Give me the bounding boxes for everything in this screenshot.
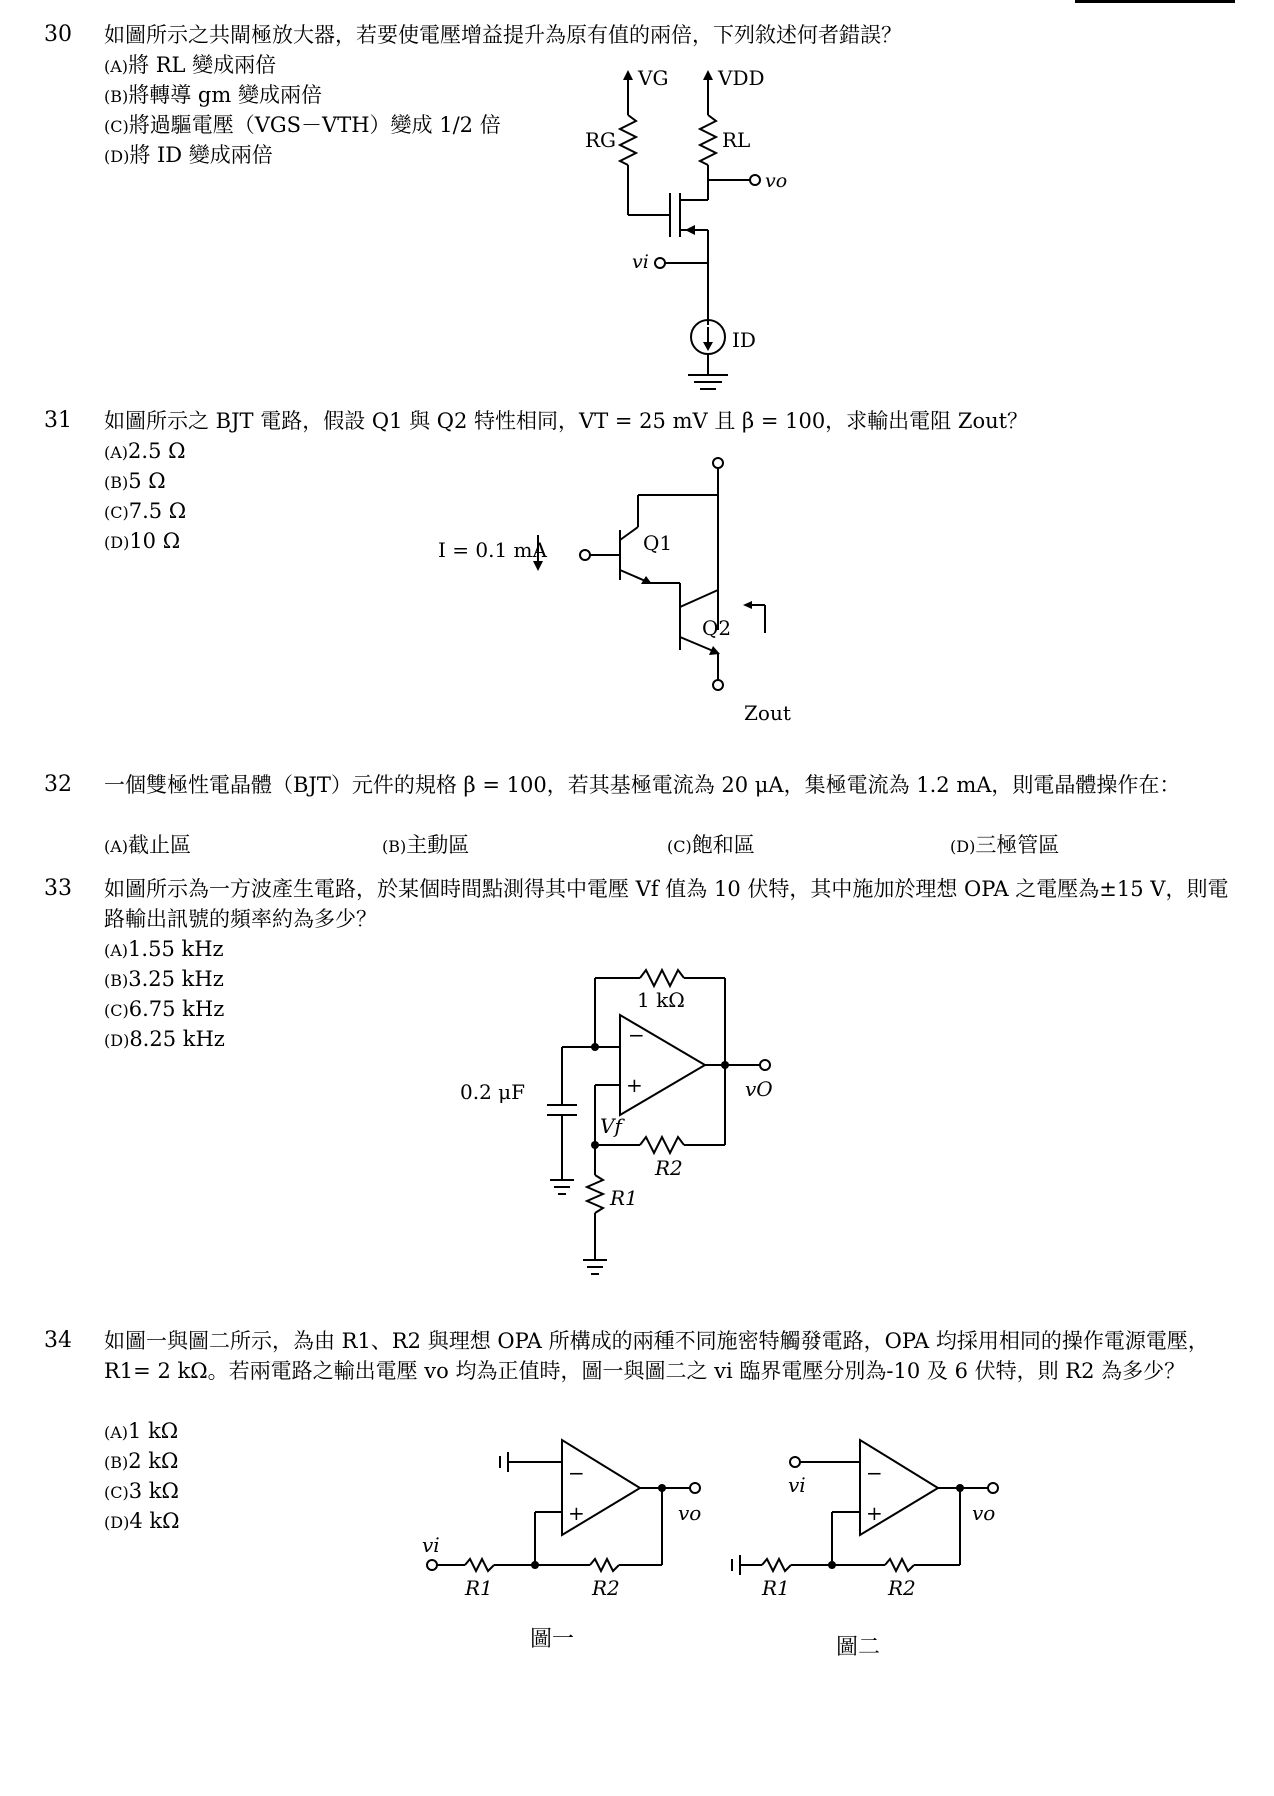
q1-label: Q1 bbox=[643, 531, 673, 555]
vi-label: vi bbox=[788, 1473, 806, 1497]
plus-sign: + bbox=[568, 1501, 585, 1525]
option-b: (B)3.25 kHz bbox=[104, 967, 224, 991]
common-gate-amplifier-figure bbox=[570, 65, 790, 385]
option-b: (B)2 kΩ bbox=[104, 1449, 179, 1473]
vo-label: vO bbox=[745, 1077, 773, 1101]
option-c: (C)3 kΩ bbox=[104, 1479, 179, 1503]
option-d: (D)將 ID 變成兩倍 bbox=[104, 143, 273, 167]
schmitt-trigger-figure-2 bbox=[710, 1440, 1010, 1610]
darlington-bjt-figure bbox=[438, 455, 800, 755]
option-a: (A)1.55 kHz bbox=[104, 937, 224, 961]
r2-label: R2 bbox=[888, 1576, 916, 1600]
question-stem: 如圖所示之共閘極放大器，若要使電壓增益提升為原有值的兩倍，下列敘述何者錯誤？ bbox=[104, 23, 902, 47]
option-c: (C)6.75 kHz bbox=[104, 997, 225, 1021]
option-a: (A)2.5 Ω bbox=[104, 439, 186, 463]
option-c: (C)將過驅電壓（VGS－VTH）變成 1/2 倍 bbox=[104, 113, 501, 137]
option-d: (D)8.25 kHz bbox=[104, 1027, 225, 1051]
square-wave-generator-figure bbox=[460, 965, 800, 1285]
q2-label: Q2 bbox=[702, 616, 732, 640]
question-number: 32 bbox=[44, 772, 72, 797]
vo-label: vo bbox=[678, 1501, 702, 1525]
schmitt-trigger-figure-1 bbox=[420, 1440, 720, 1610]
question-stem: 一個雙極性電晶體（BJT）元件的規格 β = 100，若其基極電流為 20 μA，集極電流為 1.2 mA，則電晶體操作在： bbox=[104, 773, 1181, 797]
header-rule bbox=[1075, 0, 1235, 3]
r1-label: R1 bbox=[610, 1186, 638, 1210]
question-number: 30 bbox=[44, 22, 72, 47]
figure-1-caption: 圖一 bbox=[530, 1627, 575, 1652]
vi-label: vi bbox=[632, 251, 649, 273]
question-number: 31 bbox=[44, 408, 72, 433]
rl-label: RL bbox=[722, 128, 751, 152]
vo-label: vo bbox=[765, 170, 788, 192]
vg-label: VG bbox=[638, 66, 669, 90]
vdd-label: VDD bbox=[718, 66, 765, 90]
r2-label: R2 bbox=[655, 1156, 683, 1180]
option-c: (C)7.5 Ω bbox=[104, 499, 187, 523]
option-a: (A)1 kΩ bbox=[104, 1419, 179, 1443]
option-d: (D)三極管區 bbox=[950, 833, 1060, 857]
option-c: (C)飽和區 bbox=[667, 833, 755, 857]
vo-label: vo bbox=[972, 1501, 996, 1525]
cap-label: 0.2 μF bbox=[460, 1080, 526, 1104]
r2-label: R2 bbox=[592, 1576, 620, 1600]
option-a: (A)截止區 bbox=[104, 833, 192, 857]
vf-label: Vf bbox=[600, 1114, 622, 1138]
option-b: (B)5 Ω bbox=[104, 469, 166, 493]
figure-2-caption: 圖二 bbox=[836, 1635, 881, 1660]
option-b: (B)主動區 bbox=[382, 833, 470, 857]
id-label: ID bbox=[732, 328, 756, 352]
rg-label: RG bbox=[585, 128, 617, 152]
plus-sign: + bbox=[626, 1073, 643, 1097]
option-d: (D)10 Ω bbox=[104, 529, 181, 553]
r1-label: R1 bbox=[465, 1576, 493, 1600]
rf-label: 1 kΩ bbox=[637, 988, 685, 1012]
question-number: 34 bbox=[44, 1328, 72, 1353]
question-stem: 如圖所示之 BJT 電路，假設 Q1 與 Q2 特性相同，VT = 25 mV 且 β = 100，求輸出電阻 Zout？ bbox=[104, 409, 1029, 433]
minus-sign: − bbox=[568, 1461, 585, 1485]
option-a: (A)將 RL 變成兩倍 bbox=[104, 53, 277, 77]
vi-label: vi bbox=[422, 1533, 440, 1557]
r1-label: R1 bbox=[762, 1576, 790, 1600]
option-d: (D)4 kΩ bbox=[104, 1509, 180, 1533]
zout-label: Zout bbox=[744, 701, 791, 725]
option-b: (B)將轉導 gm 變成兩倍 bbox=[104, 83, 322, 107]
current-label: I = 0.1 mA bbox=[438, 538, 547, 562]
minus-sign: − bbox=[866, 1461, 883, 1485]
question-stem: 如圖一與圖二所示，為由 R1、R2 與理想 OPA 所構成的兩種不同施密特觸發電路，OPA 均採用相同的操作電源電壓，R1= 2 kΩ。若兩電路之輸出電壓 vo 均為正值時，圖一與圖二之 vi 臨界電壓分別為-10 及 6 伏特，則 R2 為多少？ bbox=[104, 1329, 1209, 1383]
minus-sign: − bbox=[628, 1023, 645, 1047]
question-number: 33 bbox=[44, 876, 72, 901]
plus-sign: + bbox=[866, 1501, 883, 1525]
question-stem: 如圖所示為一方波產生電路，於某個時間點測得其中電壓 Vf 值為 10 伏特，其中施加於理想 OPA 之電壓為±15 V，則電路輸出訊號的頻率約為多少？ bbox=[104, 877, 1229, 931]
